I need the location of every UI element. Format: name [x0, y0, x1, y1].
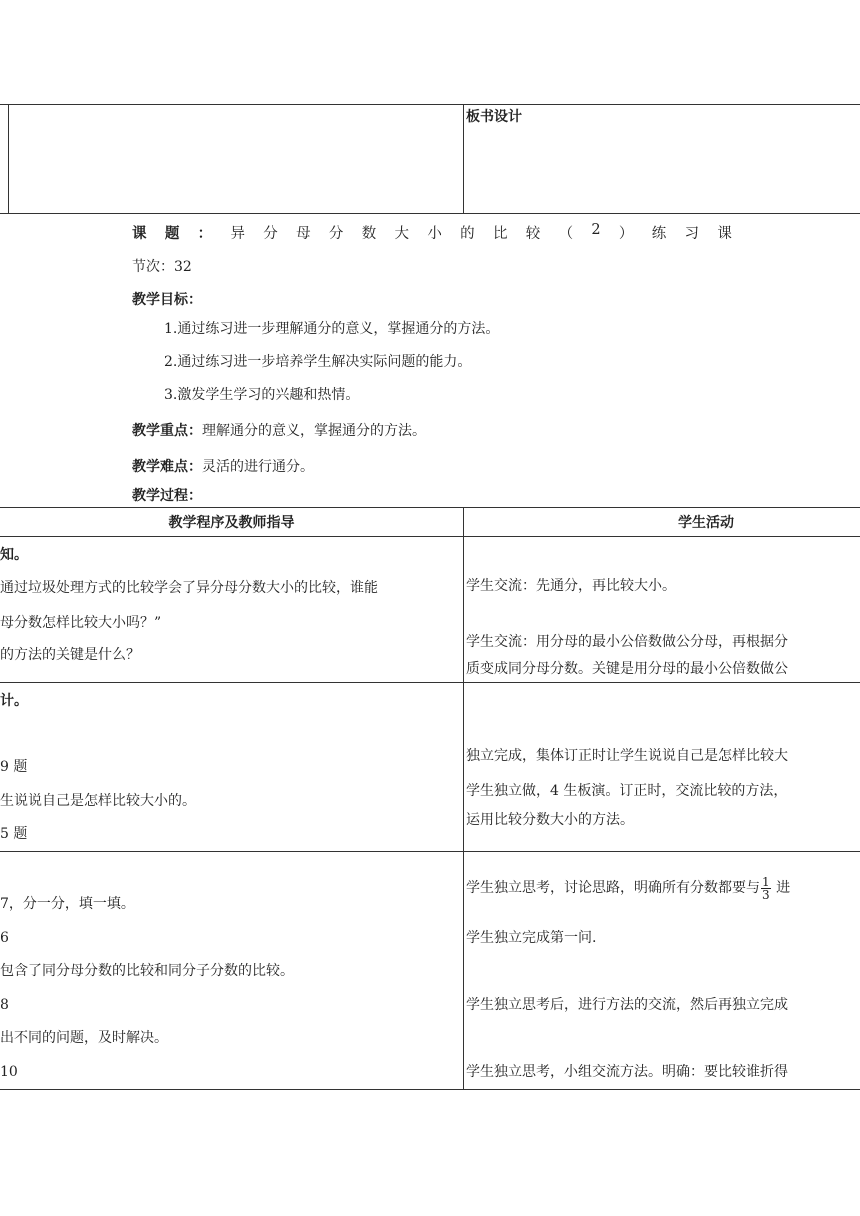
fraction-one-third [761, 876, 771, 901]
board-design-label: 板书设计 [466, 109, 522, 125]
title-char: 分 [263, 226, 278, 242]
top-table-top-border [0, 104, 860, 105]
title-char: 异 [230, 226, 245, 242]
difficulty-text: 灵活的进行通分。 [202, 459, 314, 475]
top-table-left-divider [8, 104, 9, 214]
title-char: 分 [328, 226, 344, 242]
title-char: ） [618, 226, 634, 242]
goals-label: 教学目标： [132, 292, 202, 308]
process-table-top-border [0, 507, 860, 508]
column-header-teacher: 教学程序及教师指导 [168, 515, 295, 531]
title-char: 比 [492, 226, 508, 242]
key-point [132, 422, 426, 440]
process-table-mid-divider [463, 507, 464, 1090]
section2-left-line: 生说说自己是怎样比较大小的。 [0, 793, 196, 809]
section3-left-line: 出不同的问题，及时解决。 [0, 1030, 168, 1046]
section2-right-line: 学生独立做，4 生板演。订正时，交流比较的方法， [466, 783, 788, 799]
column-header-student: 学生活动 [678, 515, 734, 531]
title-char: ： [197, 225, 213, 242]
top-table-bottom-border [0, 213, 860, 214]
section1-left-line: 的方法的关键是什么？ [0, 647, 140, 663]
top-table-mid-divider [463, 104, 464, 214]
fraction-numerator: 1 [762, 874, 770, 889]
lesson-period: 节次：32 [132, 259, 192, 275]
process-table-row1-border [0, 682, 860, 683]
title-char: 题 [164, 225, 180, 242]
title-char: （ [558, 226, 574, 242]
section2-right-line: 独立完成，集体订正时让学生说说自己是怎样比较大 [466, 748, 788, 764]
section1-left-line: 通过垃圾处理方式的比较学会了异分母分数大小的比较，谁能 [0, 580, 378, 596]
section3-left-line: 10 [0, 1064, 18, 1080]
section3-left-line: 包含了同分母分数的比较和同分子分数的比较。 [0, 963, 294, 979]
section2-heading: 计。 [0, 693, 28, 709]
title-char: 习 [684, 226, 700, 242]
section1-heading: 知。 [0, 547, 28, 563]
title-char: 小 [427, 226, 442, 242]
title-char: 2 [591, 222, 601, 238]
title-char: 练 [651, 226, 667, 242]
difficulty-label: 教学难点： [132, 459, 202, 475]
section3-right-text: 学生独立思考，讨论思路，明确所有分数都要与 [466, 880, 760, 896]
goal-item: 3.激发学生学习的兴趣和热情。 [164, 387, 360, 403]
section2-right-line: 运用比较分数大小的方法。 [466, 812, 634, 828]
goal-item: 1.通过练习进一步理解通分的意义，掌握通分的方法。 [164, 321, 500, 337]
difficulty-point [132, 458, 314, 476]
section1-left-line: 母分数怎样比较大小吗？” [0, 615, 162, 631]
section2-left-line: 9 题 [0, 759, 28, 775]
process-table-header-border [0, 536, 860, 537]
section3-right-line: 学生独立思考，小组交流方法。明确：要比较谁折得 [466, 1064, 788, 1080]
process-label: 教学过程： [132, 488, 202, 504]
section3-right-line-fraction [466, 875, 790, 901]
title-char: 课 [132, 225, 147, 242]
fraction-denominator: 3 [762, 887, 770, 902]
title-char: 较 [525, 226, 541, 242]
process-table-bottom-border [0, 1089, 860, 1090]
title-char: 母 [296, 226, 311, 242]
title-char: 大 [394, 226, 409, 242]
key-point-text: 理解通分的意义，掌握通分的方法。 [202, 423, 426, 439]
section1-right-line: 学生交流：用分母的最小公倍数做公分母，再根据分 [466, 634, 788, 650]
section3-right-line: 学生独立思考后，进行方法的交流，然后再独立完成 [466, 997, 788, 1013]
section1-right-line: 质变成同分母分数。关键是用分母的最小公倍数做公 [466, 661, 788, 677]
title-char: 的 [460, 226, 475, 242]
section3-left-line: 7，分一分，填一填。 [0, 896, 135, 912]
section1-right-line: 学生交流：先通分，再比较大小。 [466, 578, 676, 594]
section3-right-line: 学生独立完成第一问. [466, 930, 597, 946]
section2-left-line: 5 题 [0, 826, 28, 842]
title-char: 数 [361, 226, 377, 242]
lesson-title [132, 222, 732, 243]
section3-left-line: 8 [0, 997, 9, 1013]
title-char: 课 [717, 226, 732, 242]
process-table-row2-border [0, 851, 860, 852]
goal-item: 2.通过练习进一步培养学生解决实际问题的能力。 [164, 354, 472, 370]
key-point-label: 教学重点： [132, 423, 202, 439]
section3-left-line: 6 [0, 930, 9, 946]
section3-right-text-end: 进 [776, 880, 791, 896]
